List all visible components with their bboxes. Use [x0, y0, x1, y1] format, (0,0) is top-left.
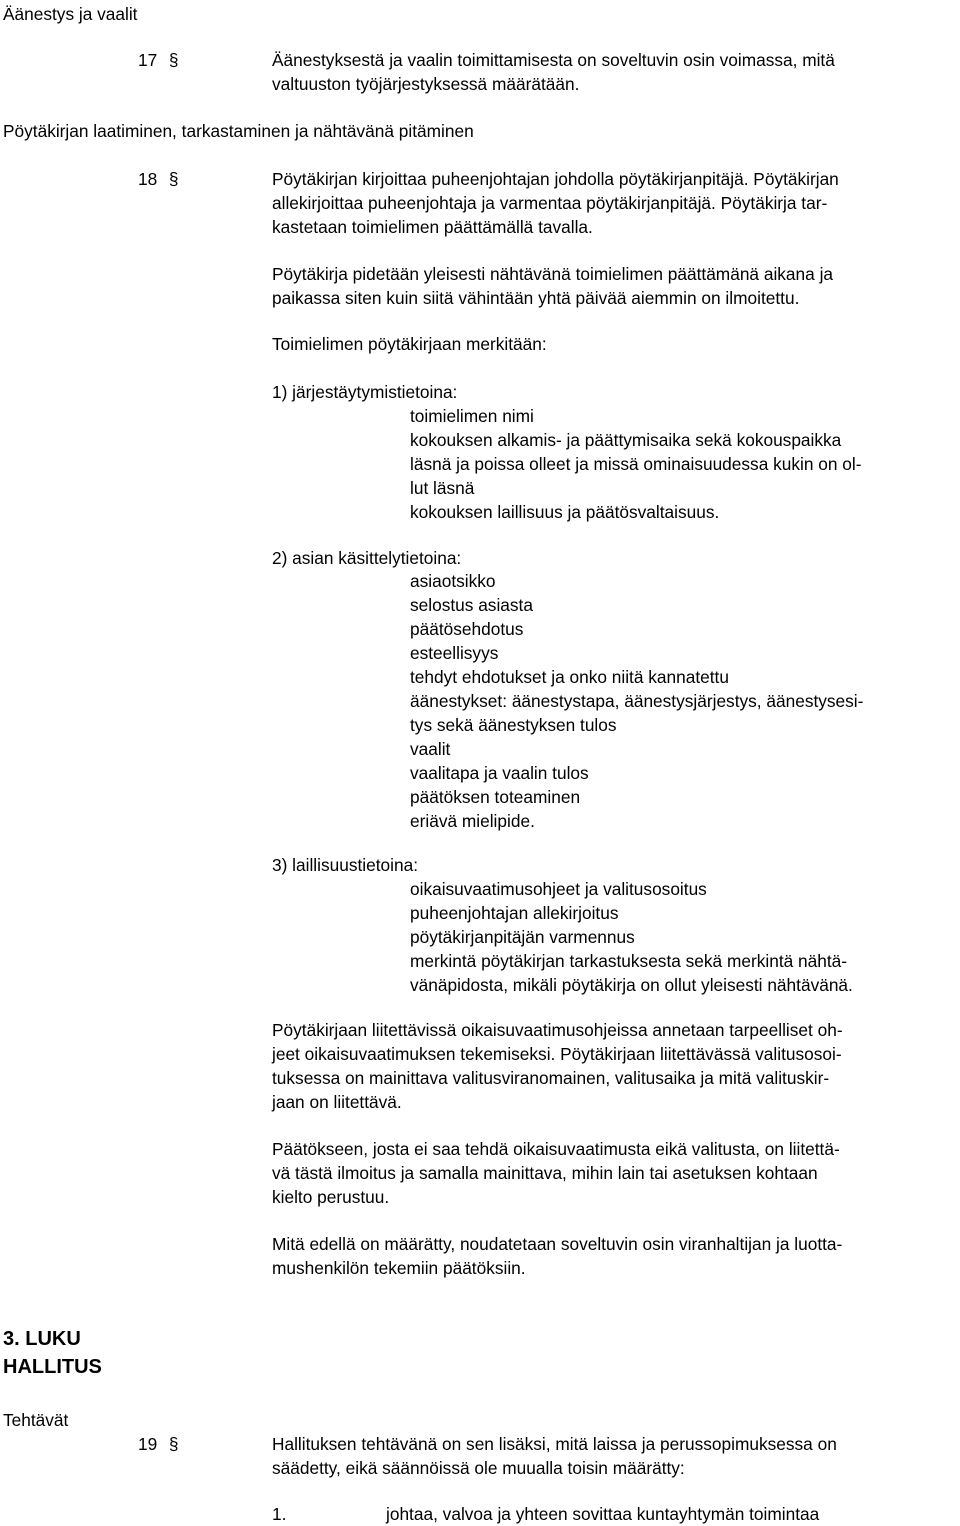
section-19-item-1-number: 1.: [272, 1504, 287, 1524]
section-17-number: [138, 48, 178, 72]
text-line: valtuuston työjärjestyksessä määrätään.: [272, 74, 580, 94]
list-item: tehdyt ehdotukset ja onko niitä kannatettu: [410, 667, 729, 687]
text-line: Päätökseen, josta ei saa tehdä oikaisuvaatimusta eikä valitusta, on liitettä-: [272, 1139, 840, 1159]
subheading-tasks: Tehtävät: [3, 1410, 69, 1430]
list-item: tys sekä äänestyksen tulos: [410, 715, 617, 735]
text-line: vä tästä ilmoitus ja samalla mainittava, mihin lain tai asetuksen kohtaan: [272, 1163, 818, 1183]
list-3-label: [272, 853, 418, 877]
section-19-text: [272, 1432, 837, 1480]
section-17-text: [272, 48, 835, 96]
list-item: päätösehdotus: [410, 619, 524, 639]
list-3-items: [410, 877, 853, 997]
list-item: merkintä pöytäkirjan tarkastuksesta sekä merkintä nähtä-: [410, 951, 848, 971]
list-item: äänestykset: äänestystapa, äänestysjärjestys, äänestysesi-: [410, 691, 864, 711]
list-item: kokouksen laillisuus ja päätösvaltaisuus.: [410, 502, 720, 522]
list-item: läsnä ja poissa olleet ja missä ominaisuudessa kukin on ol-: [410, 454, 862, 474]
list-item: eriävä mielipide.: [410, 811, 535, 831]
list-item: kokouksen alkamis- ja päättymisaika sekä kokouspaikka: [410, 430, 842, 450]
list-label: 1) järjestäytymistietoina:: [272, 382, 458, 402]
list-item: toimielimen nimi: [410, 406, 534, 426]
list-1-items: [410, 404, 861, 524]
section-number: 19: [138, 1434, 158, 1454]
text-line: Äänestyksestä ja vaalin toimittamisesta on soveltuvin osin voimassa, mitä: [272, 50, 835, 70]
text-line: Pöytäkirjan kirjoittaa puheenjohtajan johdolla pöytäkirjanpitäjä. Pöytäkirjan: [272, 169, 839, 189]
text-line: jaan on liitettävä.: [272, 1092, 402, 1112]
list-item: oikaisuvaatimusohjeet ja valitusosoitus: [410, 879, 707, 899]
text-line: Pöytäkirja pidetään yleisesti nähtävänä toimielimen päättämänä aikana ja: [272, 264, 834, 284]
text-line: Pöytäkirjaan liitettävissä oikaisuvaatimusohjeissa annetaan tarpeelliset oh-: [272, 1020, 843, 1040]
list-item: vaalit: [410, 739, 451, 759]
text-line: säädetty, eikä säännöissä ole muualla toisin määrätty:: [272, 1458, 685, 1478]
list-2-label: [272, 546, 461, 570]
text-line: Hallituksen tehtävänä on sen lisäksi, mitä laissa ja perussopimuksessa on: [272, 1434, 837, 1454]
text-line: Toimielimen pöytäkirjaan merkitään:: [272, 334, 547, 354]
section-18-paragraph-5: [272, 1137, 840, 1209]
list-item: lut läsnä: [410, 478, 475, 498]
section-heading-voting: Äänestys ja vaalit: [3, 4, 138, 24]
section-sign: §: [168, 169, 179, 189]
section-18-paragraph-6: [272, 1232, 842, 1280]
list-2-items: [410, 569, 863, 833]
list-item: selostus asiasta: [410, 595, 533, 615]
list-item: esteellisyys: [410, 643, 499, 663]
text-line: allekirjoittaa puheenjohtaja ja varmentaa pöytäkirjanpitäjä. Pöytäkirja tar-: [272, 193, 828, 213]
list-item: päätöksen toteaminen: [410, 787, 581, 807]
text-line: mushenkilön tekemiin päätöksiin.: [272, 1258, 526, 1278]
list-label: 2) asian käsittelytietoina:: [272, 548, 462, 568]
section-18-paragraph-1: [272, 167, 839, 239]
section-number: 17: [138, 50, 158, 70]
list-label: 3) laillisuustietoina:: [272, 855, 419, 875]
text-line: kastetaan toimielimen päättämällä tavalla.: [272, 217, 593, 237]
section-18-paragraph-3: [272, 332, 547, 356]
list-item: vaalitapa ja vaalin tulos: [410, 763, 589, 783]
section-19-number: [138, 1432, 178, 1456]
section-18-paragraph-4: [272, 1018, 843, 1114]
section-sign: §: [168, 1434, 179, 1454]
list-item: asiaotsikko: [410, 571, 496, 591]
section-number: 18: [138, 169, 158, 189]
text-line: Mitä edellä on määrätty, noudatetaan soveltuvin osin viranhaltijan ja luotta-: [272, 1234, 843, 1254]
text-line: tuksessa on mainittava valitusviranomainen, valitusaika ja mitä valituskir-: [272, 1068, 830, 1088]
list-item: vänäpidosta, mikäli pöytäkirja on ollut yleisesti nähtävänä.: [410, 975, 853, 995]
section-18-number: [138, 167, 178, 191]
chapter-number: 3. LUKU: [3, 1328, 81, 1350]
section-sign: §: [168, 50, 179, 70]
text-line: jeet oikaisuvaatimuksen tekemiseksi. Pöytäkirjaan liitettävässä valitusosoi-: [272, 1044, 842, 1064]
text-line: paikassa siten kuin siitä vähintään yhtä päivää aiemmin on ilmoitettu.: [272, 288, 800, 308]
chapter-title: HALLITUS: [3, 1356, 102, 1378]
list-1-label: [272, 380, 457, 404]
list-item: pöytäkirjanpitäjän varmennus: [410, 927, 635, 947]
text-line: kielto perustuu.: [272, 1187, 390, 1207]
list-item: puheenjohtajan allekirjoitus: [410, 903, 619, 923]
section-heading-minutes: Pöytäkirjan laatiminen, tarkastaminen ja nähtävänä pitäminen: [3, 121, 474, 141]
section-19-item-1-text: johtaa, valvoa ja yhteen sovittaa kuntayhtymän toimintaa: [386, 1504, 820, 1524]
section-18-paragraph-2: [272, 262, 833, 310]
